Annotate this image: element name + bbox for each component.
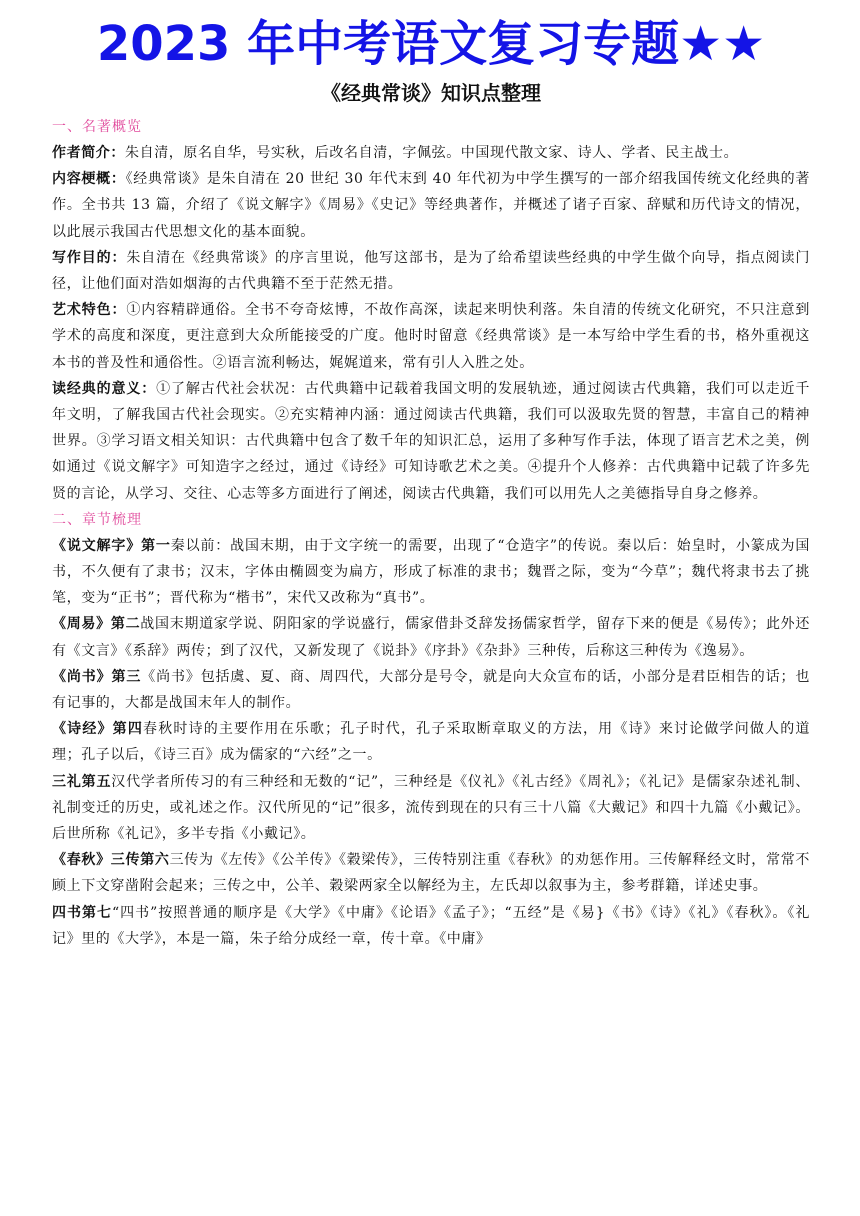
paragraph-label: 作者简介： [52,145,125,161]
paragraph-text: 三传为《左传》《公羊传》《穀梁传》，三传特别注重《春秋》的劝惩作用。三传解释经文时，常常不顾上下文穿凿附会起来；三传之中，公羊、穀梁两家全以解经为主，左氏却以叙事为主，参考群籍，详述史事。 [52,852,810,895]
chapter-paragraph [52,716,810,768]
paragraph-text: 朱自清在《经典常谈》的序言里说，他写这部书，是为了给希望读些经典的中学生做个向导，指点阅读门径，让他们面对浩如烟海的古代典籍不至于茫然无措。 [52,249,810,293]
paragraph-text: 朱自清，原名自华，号实秋，后改名自清，字佩弦。中国现代散文家、诗人、学者、民主战士。 [125,145,739,161]
chapter-paragraph [52,533,810,612]
paragraph-text: 秦以前：战国末期，由于文字统一的需要，出现了“仓造字”的传说。秦以后：始皇时，小篆成为国书，不久便有了隶书；汉末，字体由椭圆变为扁方，形成了标准的隶书；魏晋之际，变为“今草”；魏代将隶书去了挑笔，变为“正书”；晋代称为“楷书”，宋代又改称为“真书”。 [52,537,810,607]
paragraph-label: 《说文解字》第一 [52,537,171,554]
page-title: 2023 年中考语文复习专题★★ [96,16,766,72]
section-heading-chapters: 二、章节梳理 [52,511,142,528]
section-heading-overview: 一、名著概览 [52,119,142,135]
chapter-paragraph [52,900,810,952]
paragraph-label: 《尚书》第三 [52,668,142,685]
overview-paragraph [52,140,810,166]
paragraph-text: 战国末期道家学说、阴阳家的学说盛行，儒家借卦爻辞发扬儒家哲学，留存下来的便是《易传》；此外还有《文言》《系辞》两传；到了汉代，又新发现了《说卦》《序卦》《杂卦》三种传，后称这三种传为《逸易》。 [52,616,810,659]
paragraph-label: 读经典的意义： [52,380,157,397]
paragraph-label: 艺术特色： [52,302,127,319]
chapter-paragraph [52,769,810,848]
paragraph-label: 《春秋》三传第六 [52,852,170,869]
overview-paragraph [52,376,810,507]
paragraph-label: 三礼第五 [52,773,112,790]
chapter-paragraph [52,847,810,899]
paragraph-text: “四书”按照普通的顺序是《大学》《中庸》《论语》《孟子》；“五经”是《易}《书》《诗》《礼》《春秋》。《礼记》里的《大学》，本是一篇，朱子给分成经一章，传十章。《中庸》 [52,904,810,947]
paragraph-text: 《经典常谈》是朱自清在 20 世纪 30 年代末到 40 年代初为中学生撰写的一部介绍我国传统文化经典的著作。全书共 13 篇，介绍了《说文解字》《周易》《史记》等经典著作，并概述了诸子百家、辞赋和历代诗文的情况，以此展示我国古代思想文化的基本面貌。 [52,171,810,240]
paragraph-text: ①了解古代社会状况：古代典籍中记载着我国文明的发展轨迹，通过阅读古代典籍，我们可以走近千年文明，了解我国古代社会现实。②充实精神内涵：通过阅读古代典籍，我们可以汲取先贤的智慧，丰富自己的精神世界。③学习语文相关知识：古代典籍中包含了数千年的知识汇总，运用了多种写作手法，体现了语言艺术之美，例如通过《说文解字》可知造字之经过，通过《诗经》可知诗歌艺术之美。④提升个人修养：古代典籍中记载了许多先贤的言论，从学习、交往、心志等多方面进行了阐述，阅读古代典籍，我们可以用先人之美德指导自身之修养。 [52,380,810,502]
overview-paragraph [52,166,810,245]
paragraph-text: 春秋时诗的主要作用在乐歌；孔子时代，孔子采取断章取义的方法，用《诗》来讨论做学问做人的道理；孔子以后，《诗三百》成为儒家的“六经”之一。 [52,721,810,764]
overview-section [52,140,810,507]
paragraph-label: 四书第七 [52,904,112,921]
chapters-section [52,533,810,952]
paragraph-text: 《尚书》包括虞、夏、商、周四代，大部分是号令，就是向大众宣布的话，小部分是君臣相告的话；也有记事的，大都是战国末年人的制作。 [52,668,810,712]
chapter-paragraph [52,611,810,663]
paragraph-text: ①内容精辟通俗。全书不夸奇炫博，不故作高深，读起来明快利落。朱自清的传统文化研究，不只注意到学术的高度和深度，更注意到大众所能接受的广度。他时时留意《经典常谈》是一本写给中学生看的书，格外重视这本书的普及性和通俗性。②语言流利畅达，娓娓道来，常有引人入胜之处。 [52,302,810,371]
paragraph-label: 内容梗概： [52,171,126,188]
paragraph-label: 写作目的： [52,249,127,266]
chapter-paragraph [52,664,810,716]
paragraph-label: 《诗经》第四 [52,721,144,738]
page-subtitle: 《经典常谈》知识点整理 [321,81,541,105]
overview-paragraph [52,297,810,376]
paragraph-text: 汉代学者所传习的有三种经和无数的“记”，三种经是《仪礼》《礼古经》《周礼》；《礼记》是儒家杂述礼制、礼制变迁的历史，或礼述之作。汉代所见的“记”很多，流传到现在的只有三十八篇《大戴记》和四十九篇《小戴记》。后世所称《礼记》，多半专指《小戴记》。 [52,773,811,843]
paragraph-label: 《周易》第二 [52,616,141,633]
overview-paragraph [52,245,810,297]
